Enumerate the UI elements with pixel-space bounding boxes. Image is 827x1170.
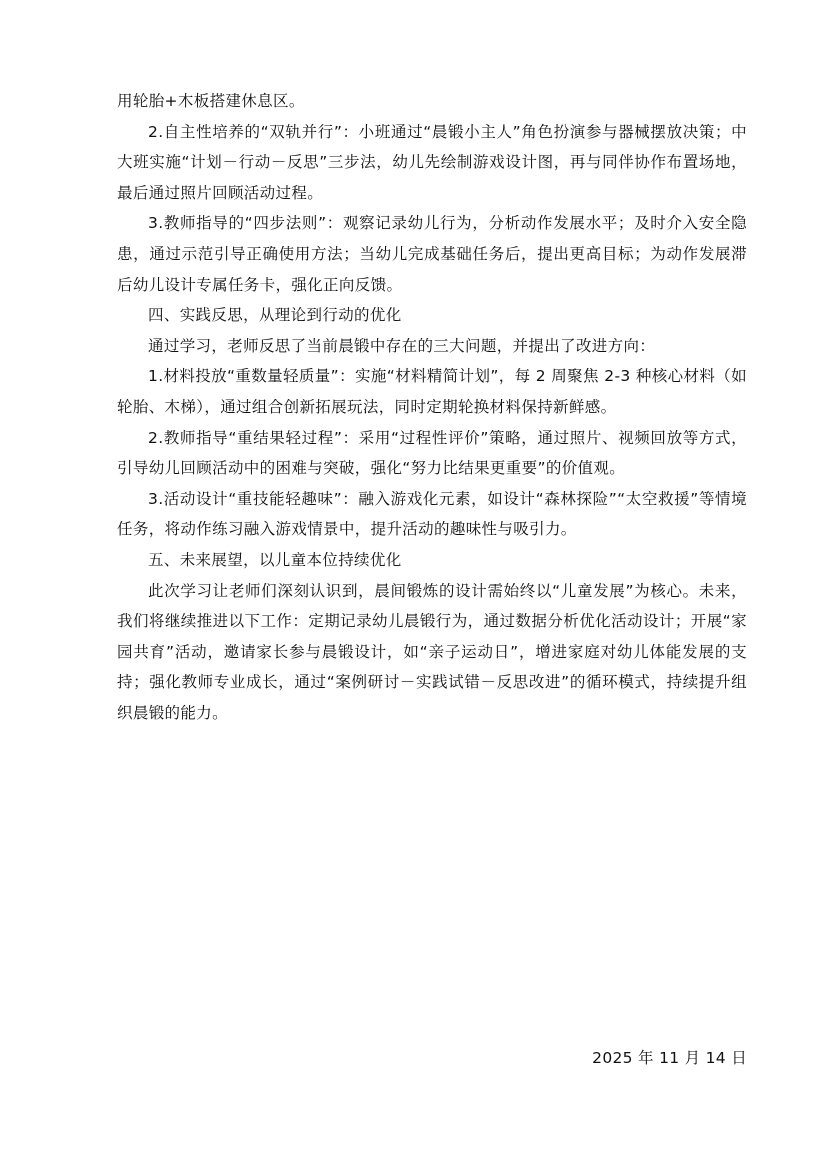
paragraph-activity-design: 3.活动设计“重技能轻趣味”：融入游戏化元素，如设计“森林探险”“太空救援”等情境任务，将动作练习融入游戏情景中，提升活动的趣味性与吸引力。 [117,489,747,539]
paragraph-reflection-intro: 通过学习，老师反思了当前晨锻中存在的三大问题，并提出了改进方向： [148,336,656,355]
paragraph-teacher-guidance: 3.教师指导的“四步法则”：观察记录幼儿行为，分析动作发展水平；及时介入安全隐患，通过示范引导正确使用方法；当幼儿完成基础任务后，提出更高目标；为动作发展滞后幼儿设计专属任务卡，强化正向反馈。 [117,214,747,294]
section-heading-reflection: 四、实践反思，从理论到行动的优化 [148,306,402,325]
paragraph-autonomy: 2.自主性培养的“双轨并行”：小班通过“晨锻小主人”角色扮演参与器械摆放决策；中大班实施“计划－行动－反思”三步法，幼儿先绘制游戏设计图，再与同伴协作布置场地，最后通过照片回顾活动过程。 [117,122,747,202]
document-body [117,86,747,728]
paragraph-continuation: 用轮胎+木板搭建休息区。 [117,92,305,110]
paragraph-outlook: 此次学习让老师们深刻认识到，晨间锻炼的设计需始终以“儿童发展”为核心。未来，我们将继续推进以下工作：定期记录幼儿晨锻行为，通过数据分析优化活动设计；开展“家园共育”活动，邀请家长参与晨锻设计，如“亲子运动日”，增进家庭对幼儿体能发展的支持；强化教师专业成长，通过“案例研讨－实践试错－反思改进”的循环模式，持续提升组织晨锻的能力。 [117,581,747,722]
paragraph-materials: 1.材料投放“重数量轻质量”：实施“材料精简计划”，每 2 周聚焦 2-3 种核心材料（如轮胎、木梯），通过组合创新拓展玩法，同时定期轮换材料保持新鲜感。 [117,367,747,416]
paragraph-process: 2.教师指导“重结果轻过程”：采用“过程性评价”策略，通过照片、视频回放等方式，引导幼儿回顾活动中的困难与突破，强化“努力比结果更重要”的价值观。 [117,428,747,478]
section-heading-outlook: 五、未来展望，以儿童本位持续优化 [148,550,402,569]
document-date: 2025 年 11 月 14 日 [592,1049,747,1067]
